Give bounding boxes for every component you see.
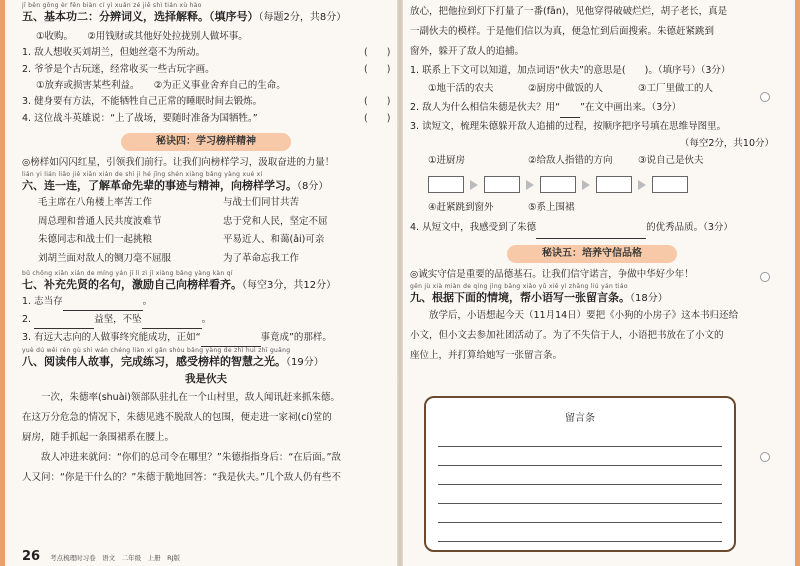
mind-map-flow	[428, 176, 774, 193]
message-note-card	[424, 396, 736, 552]
binding-hole-icon	[760, 452, 770, 462]
s7-question-3: 3. 有远大志向的人做事终究能成功，正如“ 事竟成”的那样。	[22, 329, 390, 347]
story-line: 敌人冲进来就问：“你们的总司令在哪里？”朱德指指身后：“在后面。”敌	[22, 452, 341, 463]
s7-question-1: 1. 志当存 。	[22, 293, 390, 311]
answer-paren[interactable]: ( )	[364, 113, 391, 124]
match-right-item[interactable]: 为了革命忘我工作	[223, 252, 300, 264]
left-page	[0, 0, 398, 566]
arrow-right-icon	[526, 180, 534, 190]
fill-blank[interactable]	[536, 238, 646, 239]
story-line: 放心，把他拉到灯下打量了一番(fān)，见他穿得破破烂烂，胡子老长，真是	[410, 6, 728, 17]
s5-options-1: ①收购。 ②用钱财或其他好处拉拢别人做坏事。	[36, 31, 248, 42]
note-title: 留言条	[565, 413, 595, 424]
mind-map-box[interactable]	[484, 176, 520, 193]
match-left-item[interactable]: 刘胡兰面对敌人的铡刀毫不屈服	[38, 252, 172, 264]
q1-text: 1. 联系上下文可以知道，加点词语“伙夫”的意思是( )。（填序号）（3分）	[410, 65, 731, 76]
s9-pinyin: gēn jù xià miàn de qíng jìng bāng xiǎo yǔ xiě yì zhāng liú yán tiáo	[410, 283, 628, 290]
note-writing-line[interactable]	[438, 466, 722, 485]
book-info: 考点梳理时习卷 语文 二年级 上册 RJ版	[50, 554, 181, 562]
s9-title: 九、根据下面的情境，帮小语写一张留言条。（18分）	[410, 291, 668, 304]
q3-text: 3. 读短文，梳理朱德躲开敌人追捕的过程，按顺序把序号填在思维导图里。	[410, 121, 727, 132]
arrow-right-icon	[582, 180, 590, 190]
s7-title: 七、补充先贤的名句，激励自己向榜样看齐。（每空3分，共12分）	[22, 278, 337, 291]
q3-option: ③说自己是伙夫	[638, 155, 704, 166]
match-left-item[interactable]: 毛主席在八角楼上率苦工作	[38, 197, 153, 208]
answer-paren[interactable]: ( )	[364, 47, 391, 58]
binding-hole-icon	[760, 92, 770, 102]
q3-option: ⑤系上围裙	[528, 202, 575, 213]
s5-question-4: 4. 这位战斗英雄说：“上了战场，要随时准备为国牺牲。” ( )	[22, 110, 390, 127]
s5-question-3: 3. 健身要有方法，不能牺牲自己正常的睡眠时间去锻炼。 ( )	[22, 93, 390, 110]
q1-option[interactable]: ③工厂里做工的人	[638, 83, 714, 94]
q3-points: （每空2分，共10分）	[679, 138, 774, 149]
q3-option: ①进厨房	[428, 155, 466, 166]
story-line: 在这万分危急的情况下，朱德见逃不脱敌人的包围，便走进一家祠(cí)堂的	[22, 412, 332, 423]
s6-match-grid	[22, 194, 390, 268]
mind-map-box[interactable]	[596, 176, 632, 193]
q4-text: 4. 从短文中，我感受到了朱德 的优秀品质。（3分）	[410, 217, 774, 239]
q1-option[interactable]: ①地干活的农夫	[428, 83, 494, 94]
s9-line: 放学后，小语想起今天（11月14日）要把《小狗的小房子》这本书归还给	[410, 310, 739, 321]
note-writing-line[interactable]	[438, 485, 722, 504]
s5-options-2: ①放弃或损害某些利益。 ②为正义事业舍弃自己的生命。	[36, 80, 286, 91]
q1-option[interactable]: ②厨房中做饭的人	[528, 83, 604, 94]
s8-title: 八、阅读伟人故事，完成练习，感受榜样的智慧之光。（19分）	[22, 355, 324, 368]
story-line: 人又问：“你是干什么的？”朱德于脆地回答：“我是伙夫。”几个敌人仍有些不	[22, 472, 341, 483]
s5-question-1: 1. 敌人想收买刘胡兰，但她丝毫不为所动。 ( )	[22, 44, 390, 61]
binding-hole-icon	[760, 272, 770, 282]
s5-pinyin: jī běn gōng èr fēn biàn cí yì xuǎn zé jiě shì tián xù hào	[22, 2, 202, 9]
match-right-item[interactable]: 与战士们同甘共苦	[223, 197, 300, 208]
answer-paren[interactable]: ( )	[364, 96, 391, 107]
q3-option: ②给敌人指错的方向	[528, 155, 613, 166]
arrow-right-icon	[470, 180, 478, 190]
s7-pinyin: bǔ chōng xiān xián de míng yán jī lì zì jǐ xiàng bǎng yàng kàn qí	[22, 270, 233, 277]
mind-map-box[interactable]	[652, 176, 688, 193]
secret-four-tip: ◎榜样如闪闪红星，引领我们前行。让我们向榜样学习，汲取奋进的力量！	[22, 157, 335, 168]
note-writing-line[interactable]	[438, 428, 722, 447]
secret-five-tip: ◎诚实守信是重要的品德基石。让我们信守诺言，争做中华好少年！	[410, 269, 694, 280]
match-left-item[interactable]: 周总理和普通人民共度波难节	[38, 215, 162, 227]
s7-question-2: 2. 益坚，不坠 。	[22, 311, 390, 329]
s6-pinyin: lián yi lián liǎo jiě xiān xián de shì jì hé jīng shén xiàng bǎng yàng xué xí	[22, 171, 263, 178]
secret-five-banner: 秘诀五：培养守信品格	[507, 245, 677, 263]
s5-title: 五、基本功二：分辨词义，选择解释。（填序号）（每题2分，共8分）	[22, 10, 347, 23]
q1-options	[410, 80, 774, 98]
story-line: 窗外，躲开了敌人的追捕。	[410, 46, 525, 57]
note-writing-line[interactable]	[438, 504, 722, 523]
q3-options-row1	[410, 152, 774, 170]
arrow-right-icon	[638, 180, 646, 190]
match-right-item[interactable]: 忠于党和人民，坚定不屈	[223, 215, 328, 227]
story-title: 我是伙夫	[185, 373, 227, 385]
note-writing-line[interactable]	[438, 447, 722, 466]
s5-question-2: 2. 爷爷是个古玩迷，经常收买一些古玩字画。 ( )	[22, 61, 390, 78]
match-left-item[interactable]: 朱德同志和战士们一起挑粮	[38, 234, 153, 245]
q2-text: 2. 敌人为什么相信朱德是伙夫？用“ ”在文中画出来。（3分）	[410, 98, 774, 118]
secret-four-banner: 秘诀四：学习榜样精神	[121, 133, 291, 151]
match-right-item[interactable]: 平易近人、和蔼(ǎi)可亲	[223, 234, 325, 245]
page-footer	[22, 549, 180, 564]
story-line: 厨房，随手抓起一条围裙系在腰上。	[22, 432, 175, 443]
s8-pinyin: yuè dú wěi rén gù shi wán chéng liàn xí gǎn shòu bǎng yàng de zhì huì zhī guāng	[22, 347, 291, 354]
page-number: 26	[22, 549, 41, 564]
mind-map-box[interactable]	[428, 176, 464, 193]
q3-options-row2	[410, 199, 774, 217]
note-writing-line[interactable]	[438, 523, 722, 542]
s6-title: 六、连一连，了解革命先辈的事迹与精神，向榜样学习。（8分）	[22, 179, 329, 192]
answer-paren[interactable]: ( )	[364, 64, 391, 75]
s9-line: 小文，但小文去参加社团活动了。为了不失信于人，小语把书放在了小文的	[410, 330, 724, 341]
s9-line: 座位上，并打算给她写一张留言条。	[410, 350, 563, 361]
q3-option: ④赶紧跳到窗外	[428, 202, 494, 213]
story-line: 一副伙夫的模样。于是他们信以为真，便急忙到后面搜索。朱德赶紧跳到	[410, 26, 715, 37]
mind-map-box[interactable]	[540, 176, 576, 193]
story-line: 一次，朱德率(shuài)领部队驻扎在一个山村里，敌人闻讯赶来抓朱德。	[22, 392, 340, 403]
